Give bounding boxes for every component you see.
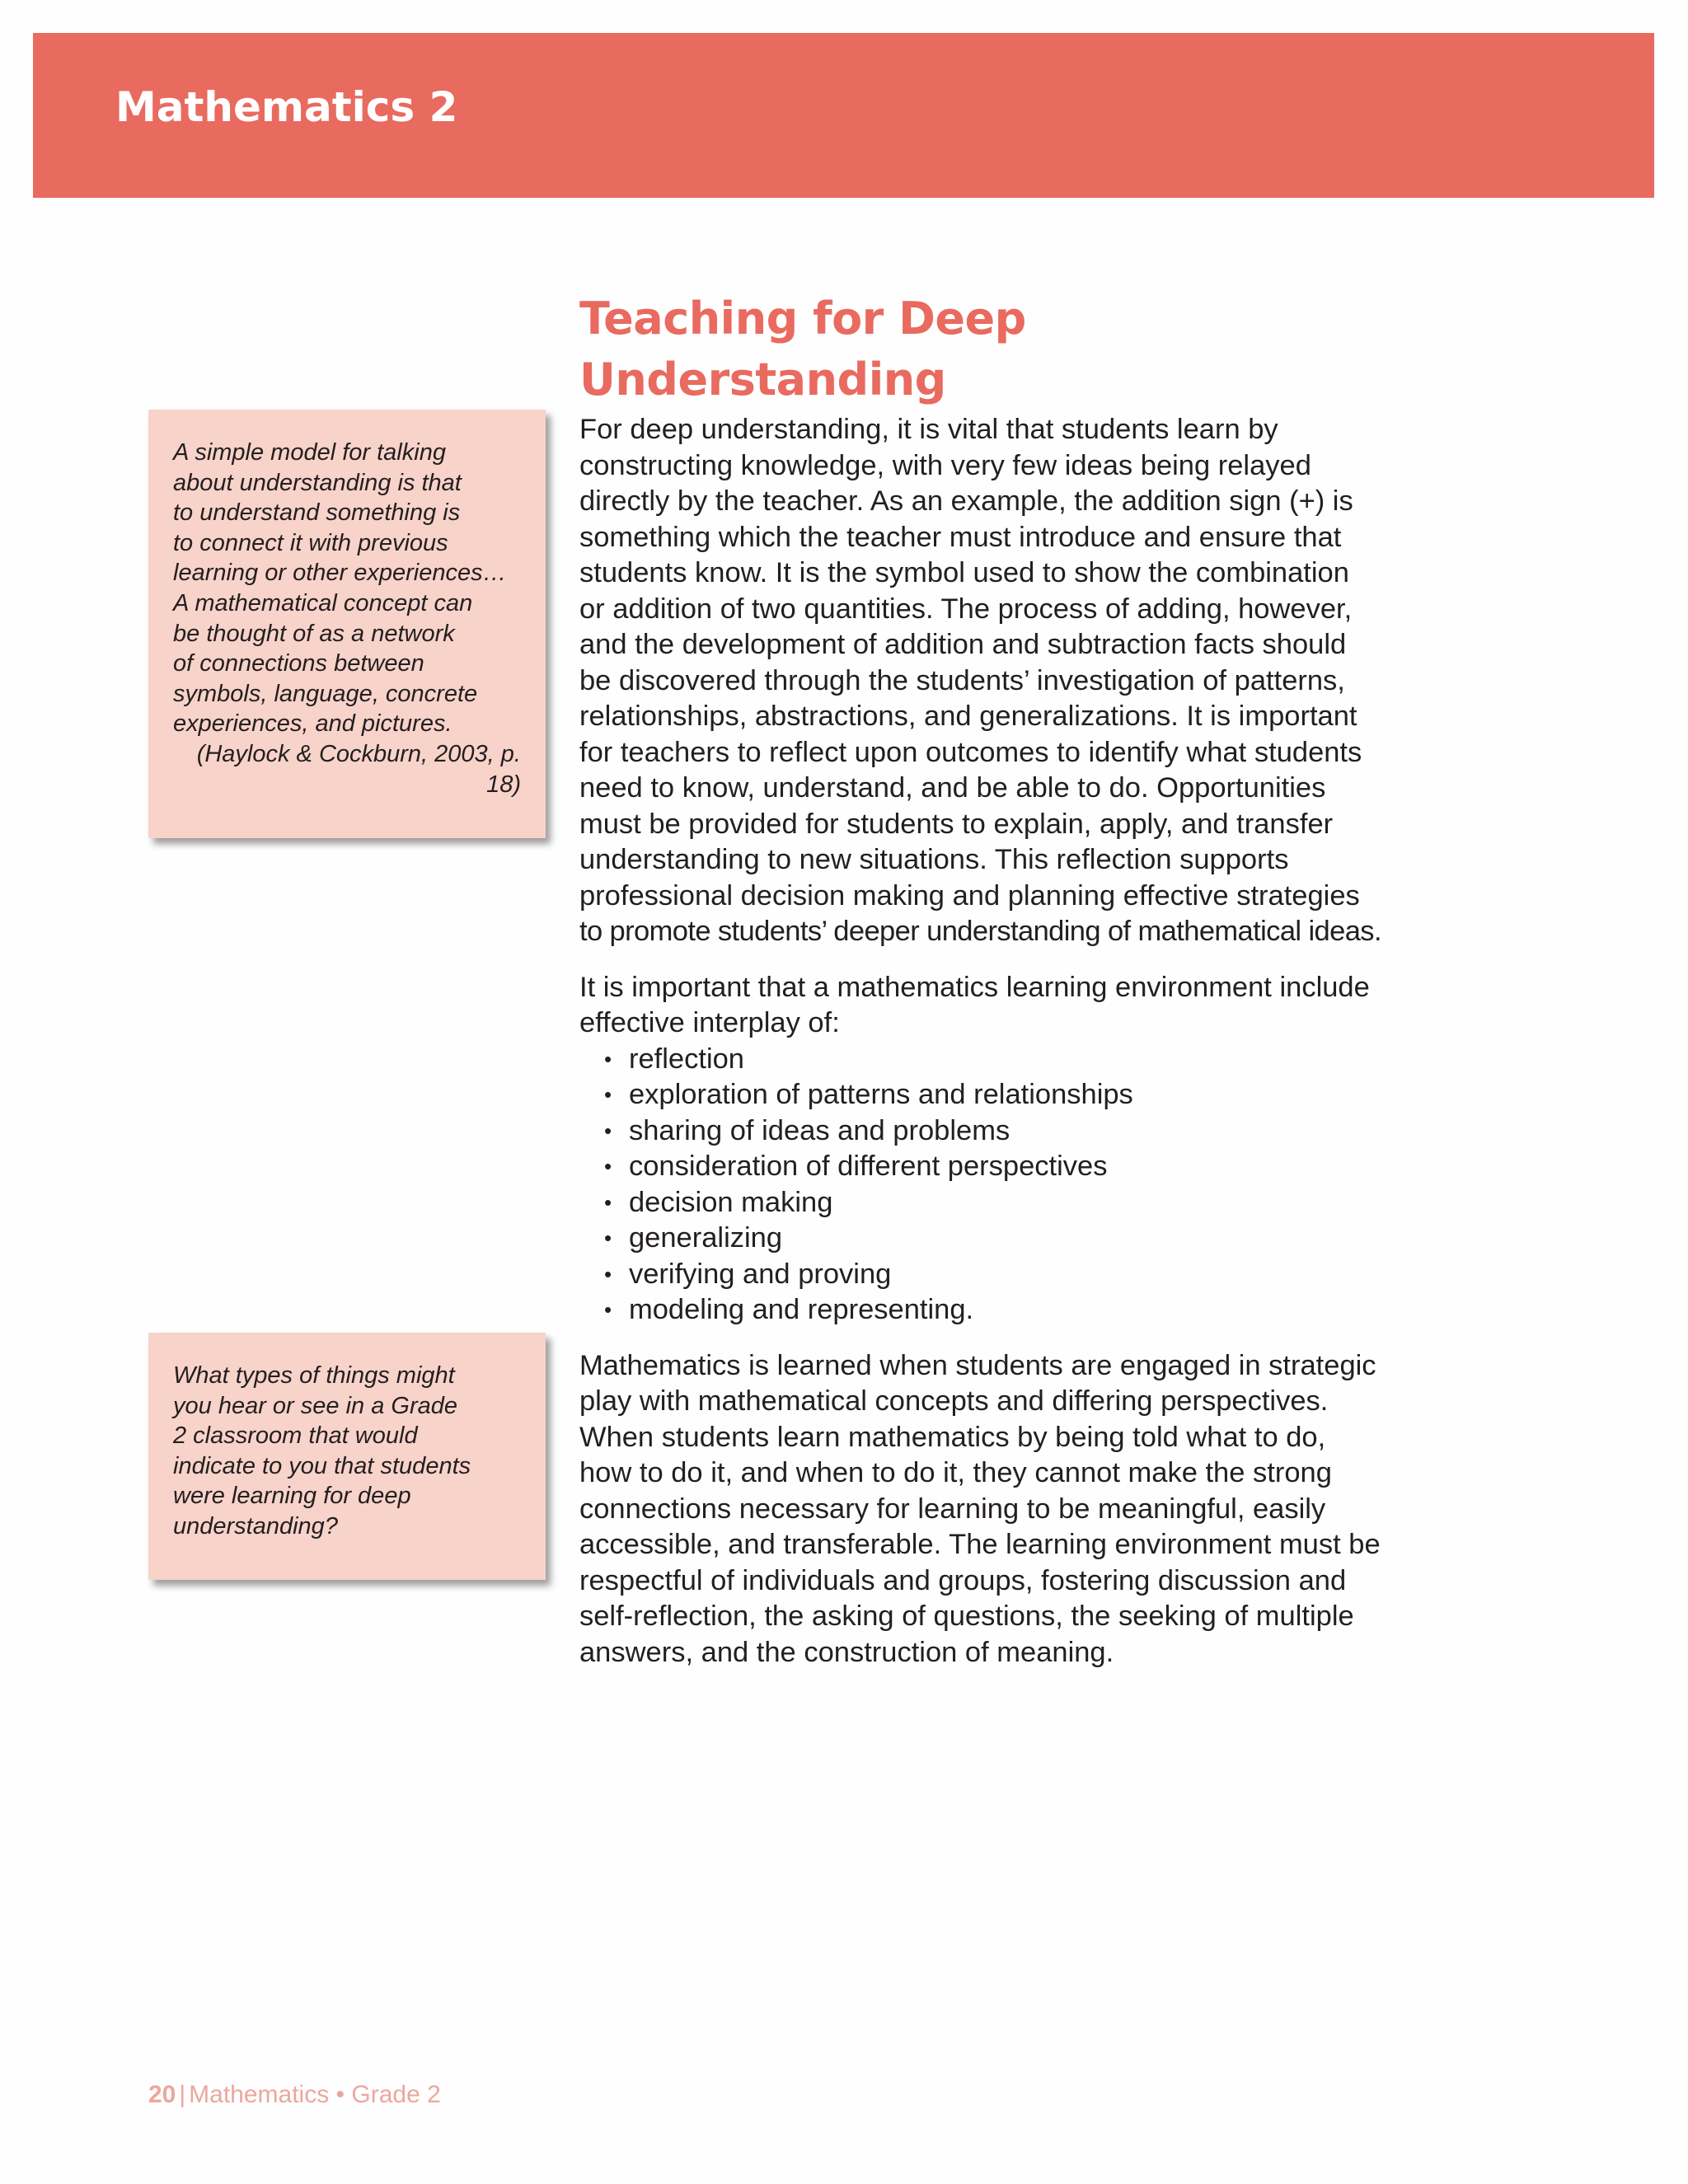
list-item [579,1185,1404,1221]
list-item-text: verifying and proving [629,1258,892,1290]
quote-line: A simple model for talking [173,439,446,466]
paragraph-line: be discovered through the students’ investigation of patterns, [579,664,1345,696]
list-item-text: consideration of different perspectives [629,1151,1108,1182]
quote-line: of connections between [173,650,424,677]
paragraph-line: and the development of addition and subtraction facts should [579,629,1347,660]
paragraph-line: answers, and the construction of meaning. [579,1636,1114,1668]
page-footer [148,2080,441,2110]
question-line: What types of things might [173,1362,455,1389]
paragraph-line: directly by the teacher. As an example, the addition sign (+) is [579,485,1353,517]
paragraph-line: self-reflection, the asking of questions, the seeking of multiple [579,1601,1354,1632]
main-content [579,288,1404,1671]
bullet-icon: • [604,1082,612,1107]
reflection-question-callout [148,1333,546,1580]
section-heading: Teaching for Deep Understanding [579,293,1026,405]
list-item [579,1292,1404,1329]
quote-line: A mathematical concept can [173,589,473,616]
footer-separator: | [179,2081,186,2108]
list-item-text: modeling and representing. [629,1294,974,1325]
bullet-icon: • [604,1226,612,1250]
list-item [579,1113,1404,1150]
paragraph-line: Mathematics is learned when students are engaged in strategic [579,1349,1376,1381]
quote-text [173,438,528,739]
list-item-text: generalizing [629,1222,783,1254]
quote-line: symbols, language, concrete [173,680,478,707]
paragraph-line: must be provided for students to explain, apply, and transfer [579,808,1334,840]
page-number: 20 [148,2081,176,2108]
question-line: indicate to you that students [173,1452,471,1479]
paragraph-line: how to do it, and when to do it, they cannot make the strong [579,1457,1332,1488]
list-item [579,1257,1404,1293]
question-line: you hear or see in a Grade [173,1392,457,1419]
paragraph-line: connections necessary for learning to be meaningful, easily [579,1493,1326,1525]
paragraph-line: relationships, abstractions, and generalizations. It is important [579,701,1357,732]
bullet-icon: • [604,1297,612,1322]
quote-line: to understand something is [173,499,461,527]
paragraph-line: constructing knowledge, with very few ideas being relayed [579,449,1311,481]
list-item-text: reflection [629,1043,744,1075]
list-item [579,1077,1404,1113]
bullet-icon: • [604,1261,612,1286]
page-header-title: Mathematics 2 [115,83,458,131]
quote-line: be thought of as a network [173,620,455,647]
interplay-bullet-list [579,1042,1404,1329]
paragraph-line: accessible, and transferable. The learning environment must be [579,1529,1381,1560]
environment-paragraph [579,970,1404,1042]
quote-line: learning or other experiences… [173,560,507,587]
paragraph-line: For deep understanding, it is vital that students learn by [579,414,1278,445]
paragraph-line: respectful of individuals and groups, fostering discussion and [579,1564,1347,1596]
citation-line: 18) [486,771,521,798]
paragraph-line: understanding to new situations. This reflection supports [579,844,1289,875]
footer-document-title: Mathematics • Grade 2 [189,2081,441,2108]
quote-line: experiences, and pictures. [173,710,452,738]
bullet-icon: • [604,1154,612,1179]
paragraph-line: professional decision making and planning effective strategies [579,879,1360,912]
question-line: 2 classroom that would [173,1422,418,1450]
quote-citation [173,739,528,799]
paragraph-line: students know. It is the symbol used to show the combination [579,557,1349,588]
paragraph-line: need to know, understand, and be able to do. Opportunities [579,772,1326,804]
paragraph-line: or addition of two quantities. The process of adding, however, [579,593,1353,625]
strategic-play-paragraph [579,1348,1404,1671]
citation-line: (Haylock & Cockburn, 2003, p. [196,740,521,767]
paragraph-line: something which the teacher must introduce and ensure that [579,521,1342,553]
question-line: were learning for deep [173,1483,411,1510]
bullet-icon: • [604,1118,612,1143]
question-line: understanding? [173,1512,338,1540]
intro-paragraph [579,412,1404,950]
paragraph-line: effective interplay of: [579,1007,840,1038]
list-item [579,1042,1404,1078]
bullet-icon: • [604,1189,612,1215]
list-item-text: exploration of patterns and relationships [629,1079,1133,1110]
list-item [579,1149,1404,1185]
paragraph-line: for teachers to reflect upon outcomes to identify what students [579,736,1362,768]
reflection-question-text [173,1361,528,1542]
bullet-icon: • [604,1046,612,1071]
list-item [579,1221,1404,1257]
list-item-text: sharing of ideas and problems [629,1114,1010,1146]
quote-line: about understanding is that [173,469,462,496]
paragraph-line: When students learn mathematics by being told what to do, [579,1421,1326,1453]
paragraph-line: play with mathematical concepts and differing perspectives. [579,1385,1329,1417]
paragraph-line: to promote students’ deeper understanding of mathematical ideas. [579,916,1381,947]
list-item-text: decision making [629,1186,833,1218]
quote-callout [148,410,546,838]
paragraph-line: It is important that a mathematics learning environment include [579,971,1370,1003]
quote-line: to connect it with previous [173,529,448,556]
